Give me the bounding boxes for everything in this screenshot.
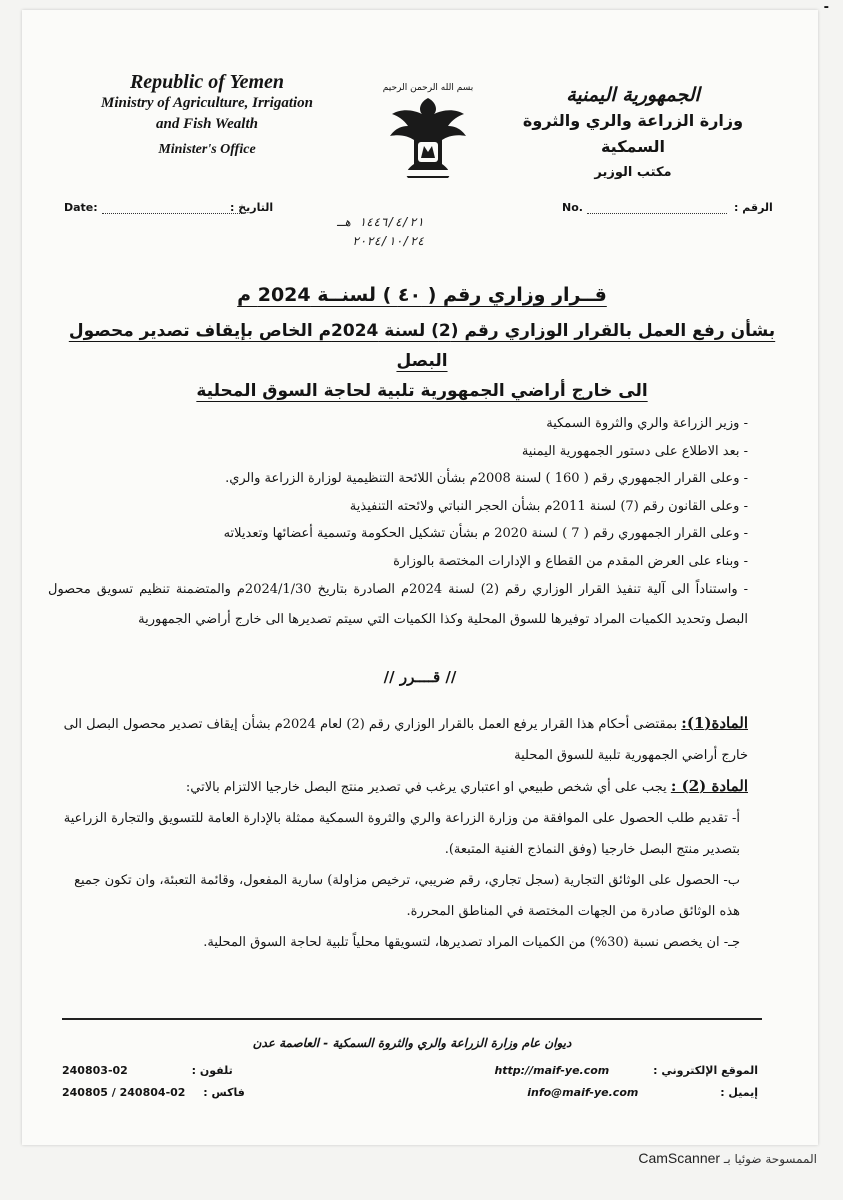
article-1-label: المادة(1): — [681, 714, 748, 732]
decree-subject — [62, 316, 782, 406]
handwritten-hijri-date: ١٤٤٦/٤/٢١ هـ — [337, 215, 424, 229]
emblem-basmala: بسم الله الرحمن الرحيم — [382, 83, 474, 93]
letterhead-en-line1: Republic of Yemen — [129, 71, 285, 93]
date-field-ar — [230, 201, 273, 214]
footer-email — [527, 1086, 758, 1099]
article-1-text: بمقتضى أحكام هذا القرار يرفع العمل بالقرار الوزاري رقم (2) لعام 2024م بشأن إيقاف تصدير محصول البصل الى خارج أراضي الجمهورية تلبية للسوق المحلية — [63, 717, 748, 763]
letterhead-en-line4: Minister's Office — [158, 142, 256, 157]
letterhead-ar-line3: مكتب الوزير — [594, 165, 672, 180]
scanner-brand: CamScanner — [638, 1150, 721, 1166]
yemen-eagle-emblem — [368, 80, 488, 184]
corner-mark: - — [823, 0, 829, 15]
decree-subject-line2: الى خارج أراضي الجمهورية تلبية لحاجة السوق المحلية — [196, 381, 648, 401]
article-2-text: يجب على أي شخص طبيعي او اعتباري يرغب في تصدير منتج البصل خارجيا الالتزام بالاتي: — [185, 780, 667, 795]
article-2-item-c: جـ- ان يخصص نسبة (30%) من الكميات المراد تصديرها، لتسويقها محلياً تلبية لحاجة السوق المحلية. — [203, 935, 740, 950]
letterhead-en-line3: and Fish Wealth — [156, 116, 258, 132]
decree-subject-line1: بشأن رفع العمل بالقرار الوزاري رقم (2) لسنة 2024م الخاص بإيقاف تصدير محصول البصل — [68, 321, 776, 371]
number-field-en — [562, 201, 727, 214]
recital-item: - وعلى القرار الجمهوري رقم ( 7 ) لسنة 2020 م بشأن تشكيل الحكومة وتسمية أعضائها وتعديلاته — [223, 526, 748, 541]
website-label: الموقع الإلكتروني : — [653, 1064, 758, 1077]
footer-website — [494, 1064, 758, 1077]
number-label-en: No. — [562, 201, 583, 214]
phone-label: تلفون : — [191, 1064, 233, 1077]
article-2-item-a: أ- تقديم طلب الحصول على الموافقة من وزارة الزراعة والري والثروة السمكية ممثلة بالإدارة العامة للتسويق والتجارة الزراعية بتصدير منتج البصل خارجيا (وفق النماذج الفنية المتبعة). — [63, 811, 740, 857]
document-page — [22, 10, 818, 1145]
footer-title: ديوان عام وزارة الزراعة والري والثروة السمكية - العاصمة عدن — [252, 1036, 572, 1050]
articles-section — [58, 708, 748, 958]
phone-number: 02-240803 — [62, 1064, 128, 1077]
recital-item: - وعلى القرار الجمهوري رقم ( 160 ) لسنة 2008م بشأن اللائحة التنظيمية لوزارة الزراعة والري. — [225, 471, 748, 486]
article-2-item-b: ب- الحصول على الوثائق التجارية (سجل تجاري، رقم ضريبي، ترخيص مزاولة) سارية المفعول، وقائمة التعبئة، وان تكون جميع هذه الوثائق صادرة من الجهات المختصة في المناطق المحررة. — [74, 873, 740, 919]
camscanner-watermark — [638, 1150, 817, 1166]
footer-divider — [62, 1018, 762, 1020]
fax-number: 02-240804 / 240805 — [62, 1086, 186, 1099]
email-label: إيميل : — [720, 1086, 758, 1099]
date-field-en — [64, 201, 242, 214]
letterhead-ar-line2: وزارة الزراعة والري والثروة السمكية — [522, 111, 744, 156]
scanner-label: الممسوحة ضوئيا بـ — [723, 1152, 817, 1166]
decides-heading — [22, 668, 818, 686]
recital-item: - وعلى القانون رقم (7) لسنة 2011م بشأن الحجر النباتي ولائحته التنفيذية — [349, 498, 748, 514]
number-field-ar — [734, 201, 773, 214]
number-label-ar: : الرقم — [734, 201, 773, 214]
recitals-list — [138, 410, 748, 575]
recital-item: - وبناء على العرض المقدم من القطاع و الإدارات المختصة بالوزارة — [393, 553, 748, 569]
footer-fax — [62, 1086, 245, 1099]
email-link[interactable]: info@maif-ye.com — [527, 1086, 639, 1099]
recital-item: - وزير الزراعة والري والثروة السمكية — [546, 416, 748, 431]
decree-title-line1: قــرار وزاري رقم ( ٤٠ ) لسنــة 2024 م — [237, 284, 607, 306]
footer-phone — [62, 1064, 233, 1077]
article-2 — [58, 771, 748, 803]
fax-label: فاكس : — [203, 1086, 245, 1099]
article-1 — [58, 708, 748, 771]
decree-title — [62, 284, 782, 306]
recital-item: - بعد الاطلاع على دستور الجمهورية اليمنية — [521, 443, 748, 459]
article-2-label: المادة (2) : — [670, 777, 748, 795]
basis-paragraph: - واستناداً الى آلية تنفيذ القرار الوزاري رقم (2) لسنة 2024م الصادرة بتاريخ 2024/1/30م والمتضمنة تنظيم تسويق محصول البصل وتحديد الكميات المراد توفيرها للسوق المحلية وكذا الكميات التي سيتم تصديرها الى خارج أراضي الجمهورية — [48, 582, 748, 627]
website-link[interactable]: http://maif-ye.com — [494, 1064, 610, 1077]
date-label-ar: : التاريخ — [230, 201, 274, 214]
letterhead-english — [62, 72, 352, 160]
decides-word: // قــــرر // — [383, 668, 457, 686]
letterhead-arabic — [503, 82, 763, 186]
letterhead-en-line2: Ministry of Agriculture, Irrigation — [101, 95, 313, 111]
handwritten-gregorian-date: ٢٠٢٤/١٠/٢٤ — [352, 234, 425, 248]
date-label-en: Date: — [64, 201, 98, 214]
letterhead-ar-line1: الجمهورية اليمنية — [566, 84, 700, 106]
